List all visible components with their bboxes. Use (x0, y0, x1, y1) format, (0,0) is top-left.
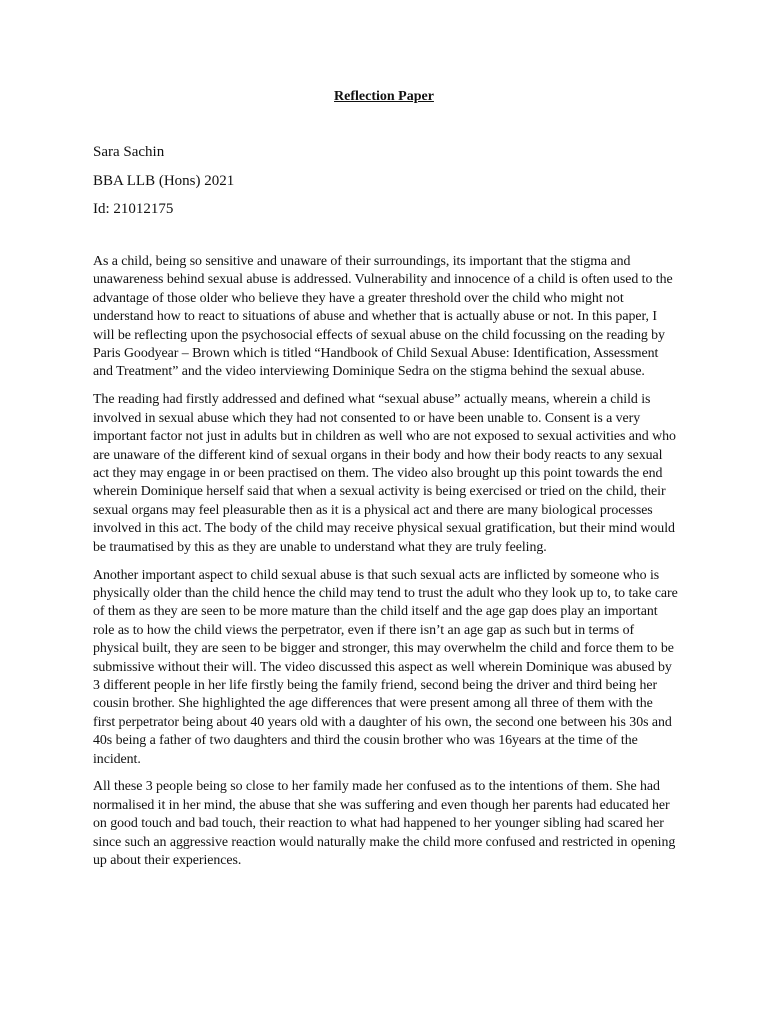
document-title: Reflection Paper (334, 89, 434, 104)
student-id: Id: 21012175 (93, 201, 174, 217)
program-line: BBA LLB (Hons) 2021 (93, 173, 235, 189)
paragraph-2: The reading had firstly addressed and defined what “sexual abuse” actually means, wherein a child is involved in sexual abuse which they had not consented to or have been unable to. Consent is a very important factor not just in adults but in children as well who are not exposed to sexual activities and who are unaware of the different kind of sexual organs in their body and how their body reacts to any sexual act they may engage in or been practised on them. The video also brought up this point towards the end wherein Dominique herself said that when a sexual activity is being exercised or tried on the child, their sexual organs may feel pleasurable then as it is a physical act and there are many biological processes involved in this act. The body of the child may receive physical sexual gratification, but their mind would be traumatised by this as they are unable to understand what they are truly feeling. (93, 392, 676, 555)
paragraph-1: As a child, being so sensitive and unaware of their surroundings, its important that the stigma and unawareness behind sexual abuse is addressed. Vulnerability and innocence of a child is often used to the advantage of those older who believe they have a greater threshold over the child who might not understand how to react to situations of abuse and whether that is actually abuse or not. In this paper, I will be reflecting upon the psychosocial effects of sexual abuse on the child focussing on the reading by Paris Goodyear – Brown which is titled “Handbook of Child Sexual Abuse: Identification, Assessment and Treatment” and the video interviewing Dominique Sedra on the stigma behind the sexual abuse. (93, 254, 673, 380)
paragraph-3: Another important aspect to child sexual abuse is that such sexual acts are inflicted by someone who is physically older than the child hence the child may tend to trust the adult who they look up to, to take care of them as they are seen to be more mature than the child itself and the age gap does play an important role as to how the child views the perpetrator, even if there isn’t an age gap as such but in terms of physical built, they are seen to be bigger and stronger, this may overwhelm the child and force them to be submissive without their will. The video discussed this aspect as well wherein Dominique was abused by 3 different people in her life firstly being the family friend, second being the driver and third being her cousin brother. She highlighted the age differences that were present among all three of them with the first perpetrator being about 40 years old with a daughter of his own, the second one between his 30s and 40s being a father of two daughters and third the cousin brother who was 16years at the time of the incident. (93, 567, 678, 767)
document-body (93, 253, 678, 880)
author-name: Sara Sachin (93, 144, 165, 160)
paragraph-4: All these 3 people being so close to her family made her confused as to the intentions of them. She had normalised it in her mind, the abuse that she was suffering and even though her parents had educated her on good touch and bad touch, their reaction to what had happened to her younger sibling had scared her since such an aggressive reaction would naturally make the child more confused and restricted in opening up about their experiences. (93, 779, 676, 869)
